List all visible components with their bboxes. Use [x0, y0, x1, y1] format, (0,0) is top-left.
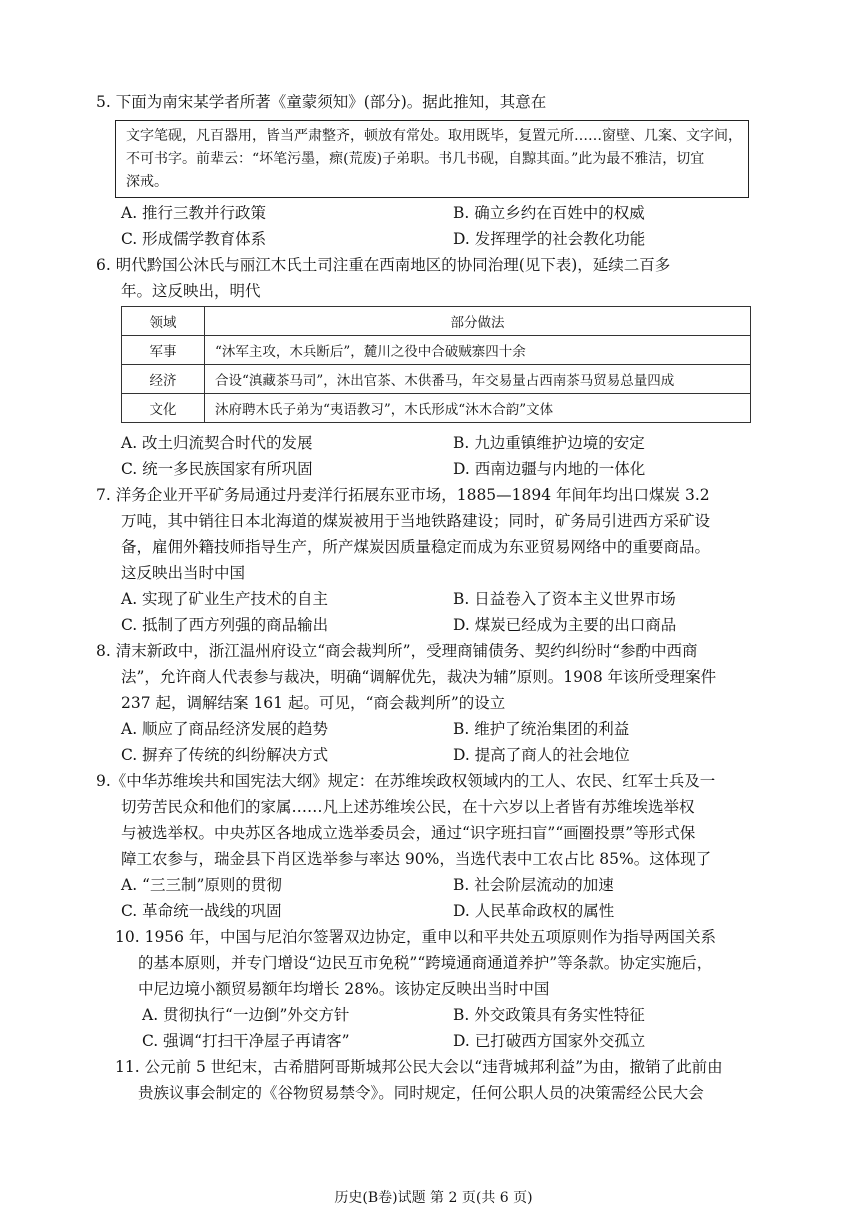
q6-option-a[interactable]: A. 改土归流契合时代的发展: [121, 434, 313, 452]
quote-line: 文字笔砚，凡百器用，皆当严肃整齐，顿放有常处。取用既毕，复置元所……窗壁、几案、文字间，: [126, 128, 742, 144]
table-cell-practice: 合设“滇藏茶马司”，沐出官茶、木供番马，年交易量占西南茶马贸易总量四成: [205, 365, 751, 394]
q9-option-d[interactable]: D. 人民革命政权的属性: [453, 902, 615, 920]
table-row: [122, 336, 751, 365]
q10-option-d[interactable]: D. 已打破西方国家外交孤立: [453, 1032, 646, 1050]
question-8-stem-line3: 237 起，调解结案 161 起。可见，“商会裁判所”的设立: [121, 694, 506, 712]
question-6-stem-line1: 6. 明代黔国公沐氏与丽江木氏土司注重在西南地区的协同治理(见下表)，延续二百多: [96, 256, 671, 274]
q9-option-b[interactable]: B. 社会阶层流动的加速: [453, 876, 614, 894]
question-7-stem-line4: 这反映出当时中国: [121, 564, 246, 582]
table-cell-domain: 文化: [122, 394, 205, 423]
question-9-stem-line4: 障工农参与，瑞金县下肖区选举参与率达 90%，当选代表中工农占比 85%。这体现了: [121, 850, 712, 868]
q8-option-c[interactable]: C. 摒弃了传统的纠纷解决方式: [121, 746, 329, 764]
table-cell-domain: 军事: [122, 336, 205, 365]
q10-option-a[interactable]: A. 贯彻执行“一边倒”外交方针: [142, 1006, 350, 1024]
q5-option-c[interactable]: C. 形成儒学教育体系: [121, 230, 267, 248]
question-7-stem-line2: 万吨，其中销往日本北海道的煤炭被用于当地铁路建设；同时，矿务局引进西方采矿设: [121, 512, 711, 530]
q7-option-d[interactable]: D. 煤炭已经成为主要的出口商品: [453, 616, 677, 634]
question-10-stem-line3: 中尼边境小额贸易额年均增长 28%。该协定反映出当时中国: [138, 980, 550, 998]
q6-option-d[interactable]: D. 西南边疆与内地的一体化: [453, 460, 646, 478]
table-row: [122, 365, 751, 394]
question-9-stem-line1: 9.《中华苏维埃共和国宪法大纲》规定：在苏维埃政权领域内的工人、农民、红军士兵及一: [96, 772, 716, 790]
q7-option-a[interactable]: A. 实现了矿业生产技术的自主: [121, 590, 329, 608]
question-11-stem-line1: 11. 公元前 5 世纪末，古希腊阿哥斯城邦公民大会以“违背城邦利益”为由，撤销了此前由: [115, 1058, 723, 1076]
table-header-domain: 领域: [122, 307, 205, 336]
q8-option-a[interactable]: A. 顺应了商品经济发展的趋势: [121, 720, 329, 738]
q7-option-c[interactable]: C. 抵制了西方列强的商品输出: [121, 616, 329, 634]
table-cell-practice: “沐军主攻，木兵断后”，麓川之役中合破贼寨四十余: [205, 336, 751, 365]
page-footer: 历史(B卷)试题 第 2 页(共 6 页): [334, 1190, 533, 1206]
table-cell-practice: 沐府聘木氏子弟为“夷语教习”，木氏形成“沐木合韵”文体: [205, 394, 751, 423]
question-5-quote-box: [115, 120, 749, 198]
q5-option-a[interactable]: A. 推行三教并行政策: [121, 204, 267, 222]
question-6-table: [121, 306, 751, 423]
question-8-stem-line1: 8. 清末新政中，浙江温州府设立“商会裁判所”，受理商铺债务、契约纠纷时“参酌中西商: [96, 642, 698, 660]
q5-option-d[interactable]: D. 发挥理学的社会教化功能: [453, 230, 646, 248]
quote-line: 不可书字。前辈云：“坏笔污墨，瘝(荒废)子弟职。书几书砚，自黥其面。”此为最不雅洁，切宜: [126, 151, 705, 167]
question-11-stem-line2: 贵族议事会制定的《谷物贸易禁令》。同时规定，任何公职人员的决策需经公民大会: [138, 1084, 704, 1102]
q8-option-b[interactable]: B. 维护了统治集团的利益: [453, 720, 630, 738]
q8-option-d[interactable]: D. 提高了商人的社会地位: [453, 746, 630, 764]
question-7-stem-line1: 7. 洋务企业开平矿务局通过丹麦洋行拓展东亚市场，1885—1894 年间年均出口煤炭 3.2: [96, 486, 710, 504]
question-10-stem-line2: 的基本原则，并专门增设“边民互市免税”“跨境通商通道养护”等条款。协定实施后，: [138, 954, 713, 972]
question-9-stem-line2: 切劳苦民众和他们的家属……凡上述苏维埃公民，在十六岁以上者皆有苏维埃选举权: [121, 798, 695, 816]
question-5-stem: 5. 下面为南宋某学者所著《童蒙须知》(部分)。据此推知，其意在: [96, 93, 547, 111]
q5-option-b[interactable]: B. 确立乡约在百姓中的权威: [453, 204, 645, 222]
table-cell-domain: 经济: [122, 365, 205, 394]
q6-option-c[interactable]: C. 统一多民族国家有所巩固: [121, 460, 313, 478]
q10-option-b[interactable]: B. 外交政策具有务实性特征: [453, 1006, 645, 1024]
q10-option-c[interactable]: C. 强调“打扫干净屋子再请客”: [142, 1032, 350, 1050]
question-10-stem-line1: 10. 1956 年，中国与尼泊尔签署双边协定，重申以和平共处五项原则作为指导两国关系: [115, 928, 716, 946]
q7-option-b[interactable]: B. 日益卷入了资本主义世界市场: [453, 590, 676, 608]
quote-line: 深戒。: [126, 174, 168, 190]
question-6-stem-line2: 年。这反映出，明代: [121, 282, 261, 300]
q9-option-c[interactable]: C. 革命统一战线的巩固: [121, 902, 282, 920]
question-7-stem-line3: 备，雇佣外籍技师指导生产，所产煤炭因质量稳定而成为东亚贸易网络中的重要商品。: [121, 538, 711, 556]
question-8-stem-line2: 法”，允许商人代表参与裁决，明确“调解优先，裁决为辅”原则。1908 年该所受理案件: [121, 668, 717, 686]
q6-option-b[interactable]: B. 九边重镇维护边境的安定: [453, 434, 645, 452]
table-header-row: [122, 307, 751, 336]
table-header-practice: 部分做法: [205, 307, 751, 336]
question-9-stem-line3: 与被选举权。中央苏区各地成立选举委员会，通过“识字班扫盲”“画圈投票”等形式保: [121, 824, 696, 842]
table-row: [122, 394, 751, 423]
q9-option-a[interactable]: A. “三三制”原则的贯彻: [121, 876, 282, 894]
